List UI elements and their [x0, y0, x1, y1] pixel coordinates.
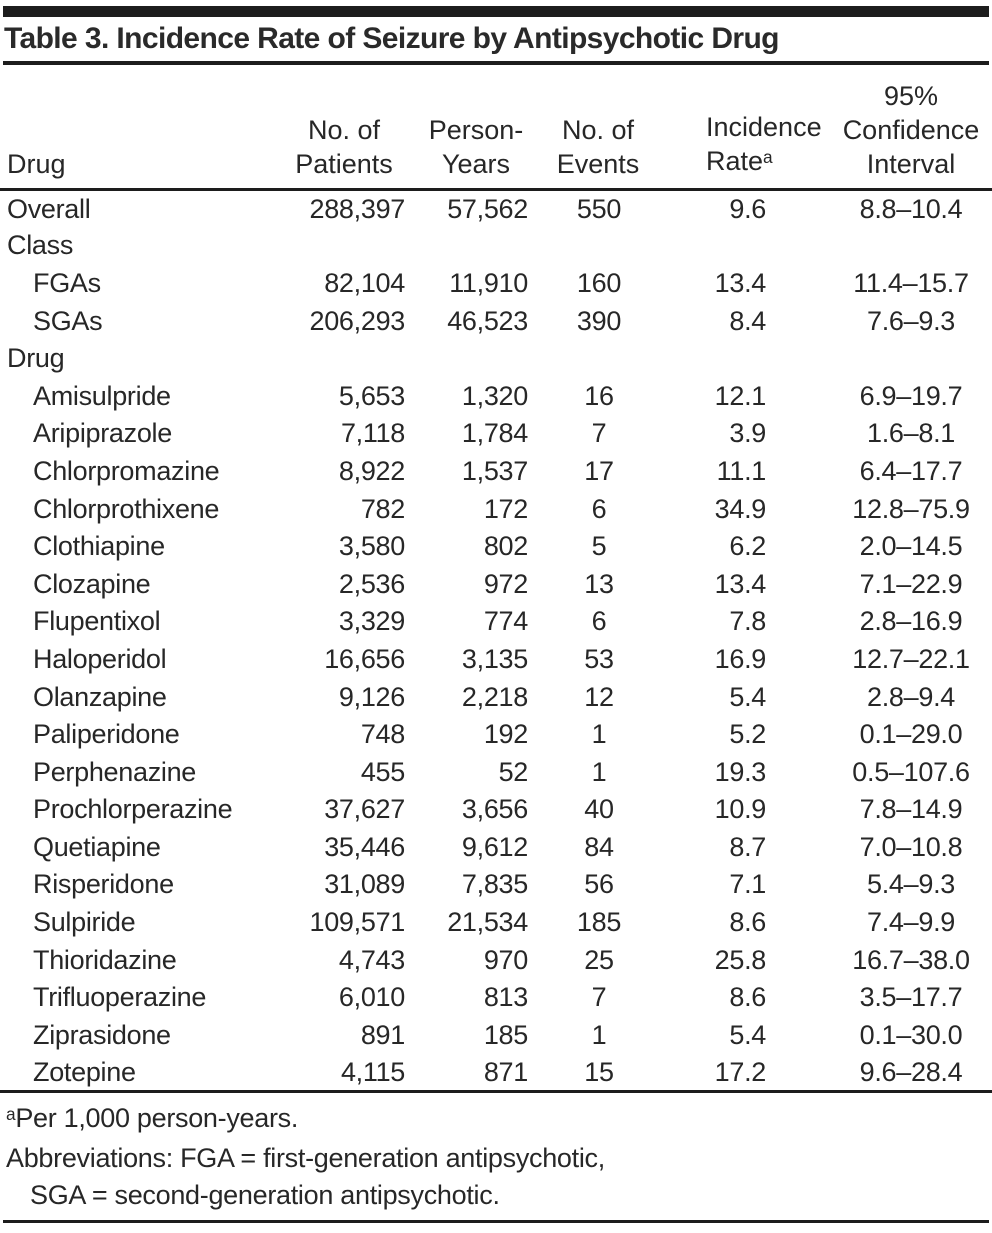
incidence-rate-cell: 12.1	[714, 380, 766, 411]
patients-cell	[280, 340, 408, 378]
person-years-cell: 52	[498, 756, 528, 787]
incidence-rate-cell	[658, 227, 772, 265]
incidence-rate-table	[0, 65, 992, 1093]
table-row	[0, 753, 992, 791]
footnote-marker-a: a	[763, 146, 773, 167]
confidence-interval-cell: 6.4–17.7	[859, 455, 963, 486]
drug-name-cell: Olanzapine	[33, 681, 167, 712]
person-years-cell: 774	[483, 606, 528, 637]
patients-cell: 206,293	[309, 305, 405, 336]
incidence-rate-cell: 10.9	[714, 794, 766, 825]
confidence-interval-cell	[772, 340, 992, 378]
column-header-events: No. of Events	[532, 65, 658, 190]
table-row	[0, 490, 992, 528]
confidence-interval-cell: 0.1–29.0	[859, 719, 963, 750]
drug-name-cell: Chlorprothixene	[33, 493, 220, 524]
confidence-interval-cell: 12.7–22.1	[852, 643, 970, 674]
confidence-interval-cell: 16.7–38.0	[852, 944, 970, 975]
person-years-cell: 871	[408, 1054, 532, 1092]
column-header-person-years: Person- Years	[408, 65, 532, 190]
drug-name-cell: Quetiapine	[33, 831, 161, 862]
table-row	[0, 979, 992, 1017]
drug-name-cell: Sulpiride	[33, 907, 136, 938]
person-years-cell: 1,784	[461, 418, 528, 449]
person-years-cell: 9,612	[461, 831, 528, 862]
events-cell: 25	[584, 944, 614, 975]
column-header-confidence-interval: 95% Confidence Interval	[772, 65, 992, 190]
patients-cell	[280, 227, 408, 265]
confidence-interval-cell: 2.8–16.9	[859, 606, 963, 637]
events-cell: 7	[591, 418, 607, 449]
incidence-rate-cell: 8.4	[729, 305, 766, 336]
drug-name-cell: Clothiapine	[33, 531, 165, 562]
drug-name-cell: Zotepine	[0, 1054, 280, 1092]
events-cell	[532, 227, 658, 265]
incidence-rate-cell: 19.3	[714, 756, 766, 787]
events-cell: 7	[591, 982, 607, 1013]
drug-name-cell: Trifluoperazine	[33, 982, 207, 1013]
confidence-interval-cell: 7.1–22.9	[859, 568, 963, 599]
table-row	[0, 302, 992, 340]
patients-cell: 782	[360, 493, 405, 524]
footnote-abbreviations-line2: SGA = second-generation antipsychotic.	[30, 1180, 500, 1211]
events-cell: 1	[591, 756, 607, 787]
drug-name-cell: Perphenazine	[33, 756, 197, 787]
drug-name-cell: Drug	[7, 343, 65, 374]
table-row	[0, 678, 992, 716]
drug-name-cell: Class	[7, 230, 74, 261]
footnote-rate: $^a$Per 1,000 person-years.	[6, 1103, 299, 1134]
drug-name-cell: Haloperidol	[33, 643, 167, 674]
person-years-cell: 192	[483, 719, 528, 750]
table-row	[0, 716, 992, 754]
drug-name-cell: Amisulpride	[33, 380, 171, 411]
confidence-interval-cell: 7.4–9.9	[867, 907, 955, 938]
table-row	[0, 1054, 992, 1092]
patients-cell: 82,104	[324, 267, 405, 298]
incidence-rate-cell: 8.6	[729, 982, 766, 1013]
drug-name-cell: FGAs	[33, 267, 101, 298]
table-row	[0, 565, 992, 603]
section-row	[0, 340, 992, 378]
table-row	[0, 377, 992, 415]
incidence-rate-cell: 3.9	[729, 418, 766, 449]
table-row	[0, 190, 992, 228]
events-cell: 1	[591, 1019, 607, 1050]
events-cell: 17	[584, 455, 614, 486]
column-header-incidence-rate: Incidence Rate$^a$	[658, 65, 772, 190]
footnote-abbreviations-line1: Abbreviations: FGA = first-generation antipsychotic,	[6, 1143, 605, 1174]
person-years-cell: 3,656	[461, 794, 528, 825]
confidence-interval-cell: 0.5–107.6	[852, 756, 970, 787]
incidence-rate-cell: 17.2	[658, 1054, 772, 1092]
patients-cell: 3,580	[338, 531, 405, 562]
confidence-interval-cell: 6.9–19.7	[859, 380, 963, 411]
incidence-rate-cell: 5.4	[729, 1019, 766, 1050]
incidence-rate-cell: 16.9	[714, 643, 766, 674]
person-years-cell: 813	[483, 982, 528, 1013]
person-years-cell: 172	[483, 493, 528, 524]
table-row	[0, 791, 992, 829]
events-cell: 160	[576, 267, 622, 298]
table-footnotes	[0, 1093, 992, 1214]
top-rule	[3, 6, 989, 17]
person-years-cell	[408, 340, 532, 378]
incidence-rate-cell: 25.8	[714, 944, 766, 975]
patients-cell: 37,627	[324, 794, 405, 825]
incidence-rate-cell: 34.9	[714, 493, 766, 524]
patients-cell: 3,329	[338, 606, 405, 637]
events-cell: 6	[591, 606, 607, 637]
paper-table-figure	[0, 6, 992, 1223]
person-years-cell: 802	[483, 531, 528, 562]
patients-cell: 748	[360, 719, 405, 750]
confidence-interval-cell: 2.0–14.5	[859, 531, 963, 562]
drug-name-cell: Paliperidone	[33, 719, 180, 750]
drug-name-cell: Aripiprazole	[33, 418, 172, 449]
table-row	[0, 415, 992, 453]
confidence-interval-cell: 7.6–9.3	[867, 305, 955, 336]
table-row	[0, 603, 992, 641]
bottom-rule	[3, 1220, 989, 1223]
patients-cell: 7,118	[340, 418, 405, 449]
person-years-cell: 972	[483, 568, 528, 599]
confidence-interval-cell: 1.6–8.1	[867, 418, 955, 449]
person-years-cell: 21,534	[447, 907, 528, 938]
incidence-rate-cell: 8.7	[729, 831, 766, 862]
patients-cell: 891	[360, 1019, 405, 1050]
confidence-interval-cell	[772, 227, 992, 265]
patients-cell: 5,653	[338, 380, 405, 411]
events-cell: 185	[576, 907, 622, 938]
drug-name-cell: Chlorpromazine	[33, 455, 220, 486]
patients-cell: 31,089	[324, 869, 405, 900]
incidence-rate-cell: 6.2	[729, 531, 766, 562]
header-row	[0, 65, 992, 190]
confidence-interval-cell: 7.0–10.8	[859, 831, 963, 862]
drug-name-cell: Thioridazine	[33, 944, 177, 975]
events-cell: 53	[584, 643, 614, 674]
patients-cell: 16,656	[324, 643, 405, 674]
confidence-interval-cell: 12.8–75.9	[852, 493, 970, 524]
confidence-interval-cell: 11.4–15.7	[853, 267, 969, 298]
table-row	[0, 941, 992, 979]
incidence-rate-cell: 7.8	[729, 606, 766, 637]
incidence-rate-cell	[658, 340, 772, 378]
events-cell: 550	[576, 193, 622, 224]
drug-name-cell: Clozapine	[33, 568, 151, 599]
events-cell: 16	[584, 380, 614, 411]
patients-cell: 109,571	[309, 907, 405, 938]
events-cell: 15	[532, 1054, 658, 1092]
table-row	[0, 904, 992, 942]
table-title: Table 3. Incidence Rate of Seizure by Antipsychotic Drug	[4, 22, 779, 55]
incidence-rate-cell: 9.6	[729, 193, 766, 224]
drug-name-cell: SGAs	[33, 305, 103, 336]
events-cell: 84	[584, 831, 614, 862]
patients-cell: 2,536	[338, 568, 405, 599]
person-years-cell: 46,523	[447, 305, 528, 336]
events-cell: 12	[584, 681, 614, 712]
patients-cell: 4,115	[280, 1054, 408, 1092]
events-cell: 5	[591, 531, 607, 562]
confidence-interval-cell: 9.6–28.4	[772, 1054, 992, 1092]
events-cell: 56	[584, 869, 614, 900]
events-cell: 390	[576, 305, 622, 336]
table-row	[0, 265, 992, 303]
person-years-cell: 7,835	[461, 869, 528, 900]
table-row	[0, 453, 992, 491]
table-row	[0, 866, 992, 904]
patients-cell: 9,126	[338, 681, 405, 712]
incidence-rate-cell: 13.4	[714, 267, 766, 298]
patients-cell: 455	[360, 756, 405, 787]
table-header	[0, 65, 992, 190]
table-body	[0, 190, 992, 1092]
person-years-cell: 1,320	[461, 380, 528, 411]
patients-cell: 288,397	[309, 193, 405, 224]
confidence-interval-cell: 8.8–10.4	[859, 193, 963, 224]
incidence-rate-cell: 8.6	[729, 907, 766, 938]
section-row	[0, 227, 992, 265]
drug-name-cell: Flupentixol	[33, 606, 161, 637]
confidence-interval-cell: 7.8–14.9	[859, 794, 963, 825]
drug-name-cell: Prochlorperazine	[33, 794, 233, 825]
patients-cell: 35,446	[324, 831, 405, 862]
person-years-cell	[408, 227, 532, 265]
confidence-interval-cell: 5.4–9.3	[867, 869, 955, 900]
confidence-interval-cell: 3.5–17.7	[859, 982, 963, 1013]
patients-cell: 4,743	[338, 944, 405, 975]
person-years-cell: 3,135	[461, 643, 528, 674]
events-cell: 13	[584, 568, 614, 599]
confidence-interval-cell: 2.8–9.4	[867, 681, 955, 712]
person-years-cell: 185	[483, 1019, 528, 1050]
footnote-marker-a: a	[6, 1104, 16, 1124]
patients-cell: 8,922	[338, 455, 405, 486]
incidence-rate-cell: 7.1	[729, 869, 766, 900]
person-years-cell: 970	[483, 944, 528, 975]
events-cell: 40	[584, 794, 614, 825]
events-cell	[532, 340, 658, 378]
table-row	[0, 641, 992, 679]
incidence-rate-cell: 13.4	[714, 568, 766, 599]
column-header-patients: No. of Patients	[280, 65, 408, 190]
table-row	[0, 528, 992, 566]
person-years-cell: 2,218	[461, 681, 528, 712]
column-header-drug: Drug	[0, 65, 280, 190]
person-years-cell: 11,910	[449, 267, 528, 298]
person-years-cell: 57,562	[447, 193, 528, 224]
person-years-cell: 1,537	[461, 455, 528, 486]
events-cell: 1	[591, 719, 607, 750]
drug-name-cell: Ziprasidone	[33, 1019, 171, 1050]
incidence-rate-cell: 5.2	[729, 719, 766, 750]
confidence-interval-cell: 0.1–30.0	[859, 1019, 963, 1050]
drug-name-cell: Overall	[7, 193, 91, 224]
drug-name-cell: Risperidone	[33, 869, 174, 900]
patients-cell: 6,010	[338, 982, 405, 1013]
table-row	[0, 829, 992, 867]
incidence-rate-cell: 5.4	[729, 681, 766, 712]
incidence-rate-cell: 11.1	[716, 455, 766, 486]
events-cell: 6	[591, 493, 607, 524]
table-row	[0, 1017, 992, 1055]
